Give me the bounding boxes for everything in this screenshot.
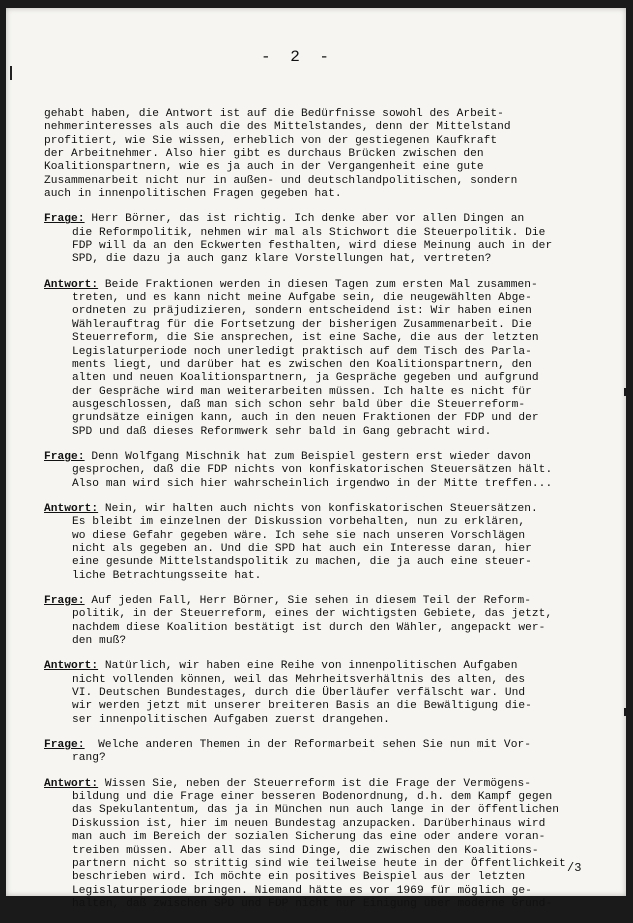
text-line: gehabt haben, die Antwort ist auf die Bedürfnisse sowohl des Arbeit- xyxy=(44,108,504,120)
text-line: partnern nicht so strittig sind wie teilweise heute in der Öffentlichkeit xyxy=(72,857,566,870)
text-line: SPD und daß dieses Reformwerk sehr bald in Gang gebracht wird. xyxy=(72,425,492,438)
text-line: der Arbeitnehmer. Also hier gibt es durchaus Brücken zwischen den xyxy=(44,148,484,161)
question-paragraph xyxy=(44,213,604,266)
text-line: auch in innenpolitischen Fragen gegeben hat. xyxy=(44,188,342,201)
question-paragraph xyxy=(44,739,604,766)
scan-edge-mark xyxy=(10,66,12,80)
text-line: FDP will da an den Eckwerten festhalten, wird diese Meinung auch in der xyxy=(72,240,553,253)
text-line: ordneten zu präjudizieren, sondern entscheidend ist: Wir haben einen xyxy=(72,305,532,318)
text-line: nicht vollenden können, weil das Mehrheitsverhältnis des alten, des xyxy=(72,673,526,686)
text-line: den muß? xyxy=(72,635,127,648)
line-text: Wissen Sie, neben der Steuerreform ist die Frage der Vermögens- xyxy=(98,777,531,790)
text-line xyxy=(44,279,604,292)
text-line: treiben müssen. Aber all das sind Dinge, die zwischen den Koalitions- xyxy=(72,844,539,857)
text-line: rang? xyxy=(72,752,106,765)
speaker-label: Frage: xyxy=(44,739,85,752)
text-line: Legislaturperiode bringen. Niemand hätte es vor 1969 für möglich ge- xyxy=(72,884,532,897)
text-line: das Spekulantentum, das ja in München nun auch lange in der öffentlichen xyxy=(72,804,559,817)
line-text: Herr Börner, das ist richtig. Ich denke aber vor allen Dingen an xyxy=(84,213,525,226)
question-paragraph xyxy=(44,451,604,491)
text-line: bildung und die Frage einer besseren Bodenordnung, d.h. dem Kampf gegen xyxy=(72,791,553,804)
speaker-label: Antwort: xyxy=(44,502,99,515)
text-line: nicht als gegeben an. Und die SPD hat auch ein Interesse daran, hier xyxy=(72,542,532,555)
speaker-label: Frage: xyxy=(44,595,85,607)
text-line xyxy=(44,595,604,608)
speaker-label: Frage: xyxy=(44,213,85,226)
punch-hole-lower xyxy=(624,708,630,716)
text-line: treten, und es kann nicht meine Aufgabe sein, die neugewählten Abge- xyxy=(72,292,532,305)
line-text: Denn Wolfgang Mischnik hat zum Beispiel gestern erst wieder davon xyxy=(84,450,531,463)
line-text: Nein, wir halten auch nichts von konfiskatorischen Steuersätzen. xyxy=(98,502,538,515)
text-line: Es bleibt im einzelnen der Diskussion vorbehalten, nun zu erklären, xyxy=(72,516,526,529)
interview-transcript xyxy=(44,108,604,923)
speaker-label: Antwort: xyxy=(44,660,99,673)
text-line: eine gesunde Mittelstandspolitik zu machen, die ja auch eine steuer- xyxy=(72,556,532,569)
text-line: man auch im Bereich der sozialen Sicherung das eine oder andere voran- xyxy=(72,831,546,844)
line-text: Beide Fraktionen werden in diesen Tagen zum ersten Mal zusammen- xyxy=(98,278,538,291)
question-paragraph xyxy=(44,595,604,648)
line-text: Auf jeden Fall, Herr Börner, Sie sehen in diesem Teil der Reform- xyxy=(84,595,531,607)
text-line: wir werden jetzt mit unserer breiteren Basis an die Bewältigung die- xyxy=(72,700,532,713)
answer-paragraph xyxy=(44,503,604,583)
text-line: gesprochen, daß die FDP nichts von konfiskatorischen Steuersätzen hält. xyxy=(72,464,553,477)
text-line: grundsätze einigen kann, auch in den neuen Fraktionen der FDP und der xyxy=(72,412,539,425)
answer-paragraph xyxy=(44,279,604,439)
text-line: beschrieben wird. Ich möchte ein positives Beispiel aus der letzten xyxy=(72,871,526,884)
line-text: Natürlich, wir haben eine Reihe von innenpolitischen Aufgaben xyxy=(98,660,518,673)
text-line: ments liegt, und darüber hat es zwischen den Koalitionspartnern, den xyxy=(72,358,532,371)
text-line: profitiert, wie Sie wissen, erheblich von der gestiegenen Kaufkraft xyxy=(44,134,498,147)
text-line: wo diese Gefahr gegeben wäre. Ich sehe sie nach unseren Vorschlägen xyxy=(72,529,526,542)
text-line: Steuerreform, die Sie ansprechen, ist eine Sache, die aus der letzten xyxy=(72,332,539,345)
text-line: halten, daß zwischen SPD und FDP nicht nur Einigung über moderne Grund- xyxy=(72,897,553,910)
text-line: Diskussion ist, hier im neuen Bundestag anzupacken. Darüberhinaus wird xyxy=(72,817,546,830)
answer-paragraph xyxy=(44,778,604,911)
text-line xyxy=(44,660,604,673)
text-line: Zusammenarbeit nicht nur in außen- und deutschlandpolitischen, sondern xyxy=(44,174,518,187)
text-line: die Reformpolitik, nehmen wir mal als Stichwort die Steuerpolitik. Die xyxy=(72,226,546,239)
text-line: Legislaturperiode noch unerledigt praktisch auf dem Tisch des Parla- xyxy=(72,345,532,358)
text-line: alten und neuen Koalitionspartnern, ja Gespräche gegeben und aufgrund xyxy=(72,372,539,385)
text-line: der Gespräche wird man weiterarbeiten müssen. Ich halte es nicht für xyxy=(72,385,532,398)
text-line: VI. Deutschen Bundestages, durch die Überläufer verfälscht war. Und xyxy=(72,687,526,700)
continuation-marker: /3 xyxy=(567,861,582,875)
text-line xyxy=(44,778,604,791)
answer-paragraph xyxy=(44,660,604,727)
continued-paragraph xyxy=(44,108,604,201)
text-line xyxy=(44,451,604,464)
text-line: Koalitionspartnern, wie es ja auch in der Vergangenheit eine gute xyxy=(44,161,484,174)
speaker-label: Frage: xyxy=(44,450,85,463)
text-line xyxy=(44,213,604,226)
text-line: politik, in der Steuerreform, eines der wichtigsten Gebiete, das jetzt, xyxy=(72,608,553,621)
text-line: Also man wird sich hier wahrscheinlich irgendwo in der Mitte treffen... xyxy=(72,477,553,490)
punch-hole-upper xyxy=(624,388,630,396)
document-page xyxy=(6,8,626,910)
text-line: nehmerinteresses als auch die des Mittelstandes, denn der Mittelstand xyxy=(44,121,511,134)
speaker-label: Antwort: xyxy=(44,278,99,291)
text-line: liche Betrachtungsseite hat. xyxy=(72,569,262,582)
line-text: Welche anderen Themen in der Reformarbeit sehen Sie nun mit Vor- xyxy=(84,739,531,752)
text-line: SPD, die dazu ja auch ganz klare Vorstellungen hat, vertreten? xyxy=(72,253,492,266)
text-line: ser innenpolitischen Aufgaben zuerst drangehen. xyxy=(72,713,390,726)
text-line: ausgeschlossen, daß man sich schon sehr bald über die Steuerreform- xyxy=(72,398,526,411)
text-line: nachdem diese Koalition bestätigt ist durch den Wähler, angepackt wer- xyxy=(72,621,546,634)
speaker-label: Antwort: xyxy=(44,777,99,790)
text-line: Wählerauftrag für die Fortsetzung der bisherigen Zusammenarbeit. Die xyxy=(72,318,532,331)
text-line xyxy=(44,739,604,752)
text-line xyxy=(44,503,604,516)
page-number: - 2 - xyxy=(261,48,335,66)
